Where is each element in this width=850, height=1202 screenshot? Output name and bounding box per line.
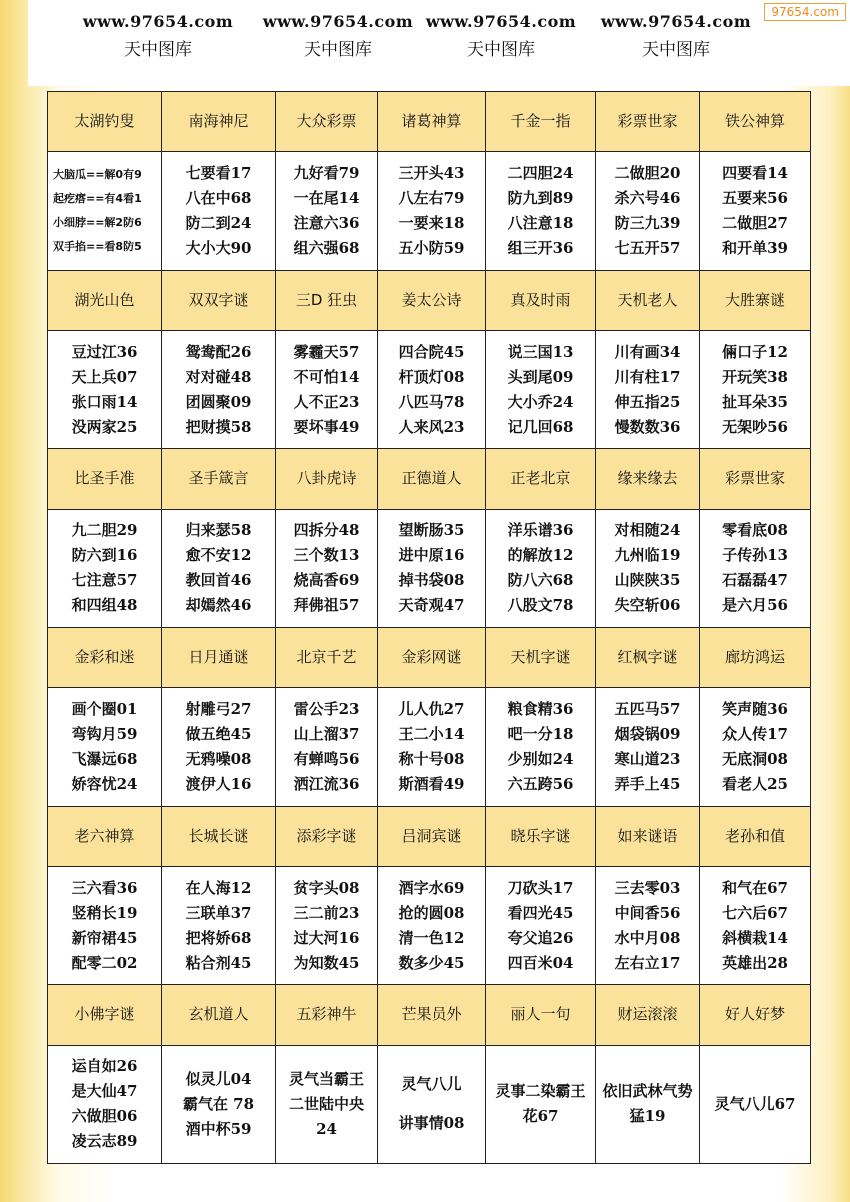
riddle-line: 掉书袋08 (398, 571, 465, 590)
site-url: www.97654.com (600, 12, 752, 31)
riddle-line: 零看底08 (722, 521, 788, 540)
riddle-line: 大脑瓜==解0有9 (53, 167, 142, 181)
site-url: www.97654.com (82, 12, 234, 31)
header-row (48, 92, 811, 152)
riddle-cell (596, 152, 700, 270)
riddle-line: 对对碰48 (185, 367, 252, 386)
riddle-line: 四要看14 (722, 163, 788, 182)
column-header: 真及时雨 (486, 270, 596, 330)
column-header: 晓乐字谜 (486, 806, 596, 866)
riddle-line: 洋乐谱36 (507, 521, 574, 540)
riddle-line: 一在尾14 (293, 188, 360, 207)
riddle-cell (700, 152, 811, 270)
header-row (48, 627, 811, 687)
riddle-line: 防二到24 (185, 213, 252, 232)
riddle-line: 运自如26 (71, 1057, 138, 1076)
riddle-line: 九好看79 (293, 163, 360, 182)
riddle-line: 杀六号46 (614, 188, 681, 207)
column-header: 正德道人 (378, 449, 486, 509)
riddle-cell (276, 330, 378, 448)
riddle-line: 二做胆27 (722, 213, 788, 232)
column-header: 金彩和迷 (48, 627, 162, 687)
riddle-line: 画个圈01 (71, 699, 138, 718)
riddle-cell (162, 509, 276, 627)
header-row (48, 270, 811, 330)
site-block (68, 12, 248, 60)
riddle-line: 弄手上45 (614, 774, 681, 793)
riddle-line: 组三开36 (507, 238, 574, 257)
riddle-line: 灵气八儿67 (714, 1094, 796, 1113)
riddle-line: 五要来56 (722, 188, 788, 207)
riddle-line: 却嫣然46 (185, 596, 252, 615)
riddle-line: 开玩笑38 (722, 367, 788, 386)
column-header: 如来谜语 (596, 806, 700, 866)
riddle-cell (378, 152, 486, 270)
riddle-line: 把将娇68 (185, 928, 252, 947)
riddle-cell (596, 688, 700, 806)
column-header: 长城长谜 (162, 806, 276, 866)
riddle-line: 有蝉鸣56 (293, 749, 360, 768)
riddle-line: 要坏事49 (293, 417, 360, 436)
riddle-line: 扯耳朵35 (722, 392, 788, 411)
riddle-line: 防八六68 (507, 571, 574, 590)
riddle-line: 洒江流36 (293, 774, 360, 793)
column-header: 圣手箴言 (162, 449, 276, 509)
riddle-line: 石磊磊47 (722, 571, 788, 590)
header-row (48, 806, 811, 866)
riddle-cell (48, 152, 162, 270)
riddle-cell (48, 509, 162, 627)
riddle-cell (276, 866, 378, 984)
riddle-line: 没两家25 (71, 417, 138, 436)
column-header: 彩票世家 (596, 92, 700, 152)
riddle-line: 二四胆24 (507, 163, 574, 182)
riddle-line: 在人海12 (185, 878, 252, 897)
riddle-cell (486, 688, 596, 806)
riddle-cell (378, 866, 486, 984)
riddle-line: 张口雨14 (71, 392, 138, 411)
riddle-line: 和四组48 (71, 596, 138, 615)
riddle-line: 为知数45 (293, 953, 360, 972)
column-header: 老孙和值 (700, 806, 811, 866)
data-row (48, 330, 811, 448)
riddle-line: 无架吵56 (722, 417, 788, 436)
site-block (586, 12, 766, 60)
riddle-line: 依旧武林气势 (602, 1082, 693, 1101)
riddle-line: 头到尾09 (507, 367, 574, 386)
riddle-line: 王二小14 (398, 724, 465, 743)
riddle-line: 六五跨56 (507, 774, 574, 793)
riddle-cell (276, 1045, 378, 1164)
riddle-line: 三二前23 (293, 903, 360, 922)
riddle-cell (378, 688, 486, 806)
riddle-line: 起疙瘩==有4看1 (53, 191, 142, 205)
site-url: www.97654.com (425, 12, 577, 31)
riddle-cell (596, 866, 700, 984)
riddle-cell (700, 509, 811, 627)
riddle-cell (700, 866, 811, 984)
riddle-cell (486, 1045, 596, 1164)
column-header: 大胜寨谜 (700, 270, 811, 330)
riddle-cell (48, 1045, 162, 1164)
riddle-line: 九二胆29 (71, 521, 138, 540)
riddle-line: 寒山道23 (614, 749, 681, 768)
riddle-cell (48, 866, 162, 984)
riddle-line: 川有画34 (614, 342, 681, 361)
riddle-line: 似灵儿04 (185, 1069, 252, 1088)
riddle-line: 花67 (522, 1107, 559, 1126)
riddle-line: 六做胆06 (71, 1107, 138, 1126)
riddle-line: 八股文78 (507, 596, 574, 615)
riddle-cell (596, 330, 700, 448)
riddle-line: 灵事二染霸王 (495, 1082, 586, 1101)
riddle-line: 射雕弓27 (185, 699, 252, 718)
riddle-cell (700, 1045, 811, 1164)
riddle-line: 左右立17 (614, 953, 681, 972)
riddle-cell (700, 330, 811, 448)
riddle-line: 烟袋锅09 (614, 724, 681, 743)
riddle-cell (596, 1045, 700, 1164)
column-header: 缘来缘去 (596, 449, 700, 509)
site-name: 天中图库 (467, 40, 535, 60)
column-header: 玄机道人 (162, 985, 276, 1045)
riddle-line: 大小乔24 (507, 392, 574, 411)
riddle-line: 人不正23 (293, 392, 360, 411)
riddle-table (47, 91, 811, 1164)
column-header: 日月通谜 (162, 627, 276, 687)
riddle-line: 注意六36 (293, 213, 360, 232)
riddle-line: 和气在67 (722, 878, 788, 897)
column-header: 天机字谜 (486, 627, 596, 687)
riddle-cell (700, 688, 811, 806)
riddle-cell (276, 509, 378, 627)
riddle-line: 天奇观47 (398, 596, 465, 615)
watermark-badge: 97654.com (764, 3, 846, 21)
riddle-line: 豆过江36 (71, 342, 138, 361)
riddle-line: 娇容忧24 (71, 774, 138, 793)
riddle-cell (486, 866, 596, 984)
riddle-line: 八左右79 (398, 188, 465, 207)
riddle-line: 三六看36 (71, 878, 138, 897)
riddle-line: 称十号08 (398, 749, 465, 768)
riddle-line: 配零二02 (71, 953, 138, 972)
riddle-line: 雷公手23 (293, 699, 360, 718)
column-header: 姜太公诗 (378, 270, 486, 330)
riddle-line: 清一色12 (398, 928, 465, 947)
column-header: 南海神尼 (162, 92, 276, 152)
riddle-cell (486, 509, 596, 627)
riddle-cell (162, 330, 276, 448)
data-row (48, 509, 811, 627)
column-header: 丽人一句 (486, 985, 596, 1045)
riddle-line: 夸父追26 (507, 928, 574, 947)
riddle-line: 的解放12 (507, 546, 574, 565)
riddle-line: 霸气在 78 (182, 1094, 255, 1113)
header-row (48, 449, 811, 509)
riddle-line: 对相随24 (614, 521, 681, 540)
column-header: 吕洞宾谜 (378, 806, 486, 866)
riddle-line: 二世陆中央 (288, 1094, 364, 1113)
riddle-cell (276, 688, 378, 806)
riddle-cell (378, 1045, 486, 1164)
riddle-cell (276, 152, 378, 270)
riddle-line: 抢的圆08 (398, 903, 465, 922)
riddle-line: 酒字水69 (398, 878, 465, 897)
riddle-line: 三个数13 (293, 546, 360, 565)
riddle-line: 凌云志89 (71, 1132, 138, 1151)
riddle-line: 和开单39 (722, 238, 788, 257)
column-header: 八卦虎诗 (276, 449, 378, 509)
site-name: 天中图库 (642, 40, 710, 60)
riddle-line: 子传孙13 (722, 546, 788, 565)
column-header: 好人好梦 (700, 985, 811, 1045)
riddle-line: 三开头43 (398, 163, 465, 182)
riddle-line: 愈不安12 (185, 546, 252, 565)
riddle-line: 讲事情08 (398, 1114, 465, 1133)
column-header: 正老北京 (486, 449, 596, 509)
riddle-line: 英雄出28 (722, 953, 788, 972)
column-header: 千金一指 (486, 92, 596, 152)
riddle-line: 七六后67 (722, 903, 788, 922)
column-header: 湖光山色 (48, 270, 162, 330)
riddle-line: 是六月56 (722, 596, 788, 615)
riddle-line: 一要来18 (398, 213, 465, 232)
riddle-line (378, 1097, 485, 1111)
riddle-line: 飞瀑远68 (71, 749, 138, 768)
riddle-cell (162, 152, 276, 270)
riddle-line: 众人传17 (722, 724, 788, 743)
data-row (48, 1045, 811, 1164)
riddle-line: 弯钩月59 (71, 724, 138, 743)
riddle-line: 雾霾天57 (293, 342, 360, 361)
column-header: 廊坊鸿运 (700, 627, 811, 687)
riddle-line: 八注意18 (507, 213, 574, 232)
column-header: 彩票世家 (700, 449, 811, 509)
column-header: 北京千艺 (276, 627, 378, 687)
riddle-cell (486, 330, 596, 448)
riddle-cell (48, 688, 162, 806)
column-header: 芒果员外 (378, 985, 486, 1045)
riddle-line: 灵气八儿 (401, 1075, 462, 1094)
riddle-line: 鸳鸯配26 (185, 342, 252, 361)
riddle-line: 四拆分48 (293, 521, 360, 540)
riddle-line: 是大仙47 (71, 1082, 138, 1101)
riddle-line: 七要看17 (185, 163, 252, 182)
site-header (28, 0, 850, 86)
riddle-line: 无底洞08 (722, 749, 788, 768)
riddle-line: 望断肠35 (398, 521, 465, 540)
site-block (411, 12, 591, 60)
column-header: 铁公神算 (700, 92, 811, 152)
riddle-line: 水中月08 (614, 928, 681, 947)
column-header: 五彩神牛 (276, 985, 378, 1045)
site-url: www.97654.com (262, 12, 414, 31)
riddle-line: 四百米04 (507, 953, 574, 972)
riddle-line: 川有柱17 (614, 367, 681, 386)
riddle-line: 烧高香69 (293, 571, 360, 590)
riddle-line: 少别如24 (507, 749, 574, 768)
column-header: 添彩字谜 (276, 806, 378, 866)
riddle-line: 防九到89 (507, 188, 574, 207)
riddle-line: 七注意57 (71, 571, 138, 590)
riddle-line: 贫字头08 (293, 878, 360, 897)
header-row (48, 985, 811, 1045)
riddle-line: 组六强68 (293, 238, 360, 257)
data-row (48, 152, 811, 270)
riddle-line: 拜佛祖57 (293, 596, 360, 615)
riddle-line: 不可怕14 (293, 367, 360, 386)
riddle-cell (378, 330, 486, 448)
riddle-line: 猛19 (629, 1107, 666, 1126)
riddle-cell (162, 866, 276, 984)
riddle-line: 粮食精36 (507, 699, 574, 718)
riddle-cell (162, 1045, 276, 1164)
column-header: 大众彩票 (276, 92, 378, 152)
column-header: 天机老人 (596, 270, 700, 330)
column-header: 三D 狂虫 (276, 270, 378, 330)
riddle-line: 中间香56 (614, 903, 681, 922)
riddle-line: 笑声随36 (722, 699, 788, 718)
riddle-line: 灵气当霸王 (288, 1069, 364, 1088)
data-row (48, 688, 811, 806)
column-header: 金彩网谜 (378, 627, 486, 687)
riddle-line: 慢数数36 (614, 417, 681, 436)
riddle-line: 归来瑟58 (185, 521, 252, 540)
riddle-cell (162, 688, 276, 806)
riddle-line: 数多少45 (398, 953, 465, 972)
column-header: 诸葛神算 (378, 92, 486, 152)
riddle-line: 五小防59 (398, 238, 465, 257)
riddle-line: 进中原16 (398, 546, 465, 565)
riddle-line: 天上兵07 (71, 367, 138, 386)
riddle-line: 把财摸58 (185, 417, 252, 436)
riddle-line: 看四光45 (507, 903, 574, 922)
riddle-line: 酒中杯59 (185, 1119, 252, 1138)
riddle-line: 看老人25 (722, 774, 788, 793)
riddle-line: 山陕陕35 (614, 571, 681, 590)
riddle-line: 竖稍长19 (71, 903, 138, 922)
riddle-line: 三去零03 (614, 878, 681, 897)
data-row (48, 866, 811, 984)
riddle-line: 粘合剂45 (185, 953, 252, 972)
riddle-line: 失空斩06 (614, 596, 681, 615)
riddle-line: 大小大90 (185, 238, 252, 257)
site-name: 天中图库 (304, 40, 372, 60)
riddle-line: 儿人仇27 (398, 699, 465, 718)
riddle-line: 二做胆20 (614, 163, 681, 182)
riddle-line: 人来风23 (398, 417, 465, 436)
column-header: 双双字谜 (162, 270, 276, 330)
riddle-line: 倆口子12 (722, 342, 788, 361)
riddle-line: 斯酒看49 (398, 774, 465, 793)
riddle-line: 九州临19 (614, 546, 681, 565)
riddle-line: 七五开57 (614, 238, 681, 257)
riddle-line: 小细脖==解2防6 (53, 215, 142, 229)
riddle-line: 斜横栽14 (722, 928, 788, 947)
riddle-line: 防六到16 (71, 546, 138, 565)
column-header: 老六神算 (48, 806, 162, 866)
riddle-line: 四合院45 (398, 342, 465, 361)
riddle-line: 做五绝45 (185, 724, 252, 743)
riddle-line: 渡伊人16 (185, 774, 252, 793)
riddle-line: 山上溜37 (293, 724, 360, 743)
column-header: 太湖钓叟 (48, 92, 162, 152)
riddle-line: 24 (316, 1119, 337, 1138)
riddle-line: 教回首46 (185, 571, 252, 590)
riddle-cell (486, 152, 596, 270)
riddle-line: 八在中68 (185, 188, 252, 207)
riddle-line: 五匹马57 (614, 699, 681, 718)
riddle-cell (378, 509, 486, 627)
riddle-line: 三联单37 (185, 903, 252, 922)
riddle-line: 吧一分18 (507, 724, 574, 743)
riddle-line: 八匹马78 (398, 392, 465, 411)
riddle-line: 记几回68 (507, 417, 574, 436)
riddle-line: 双手掐==看8防5 (53, 239, 142, 253)
riddle-cell (596, 509, 700, 627)
riddle-line: 说三国13 (507, 342, 574, 361)
column-header: 红枫字谜 (596, 627, 700, 687)
site-name: 天中图库 (124, 40, 192, 60)
riddle-line: 过大河16 (293, 928, 360, 947)
riddle-line: 新帘裙45 (71, 928, 138, 947)
column-header: 比圣手准 (48, 449, 162, 509)
riddle-line: 防三九39 (614, 213, 681, 232)
riddle-line: 伸五指25 (614, 392, 681, 411)
site-block (248, 12, 428, 60)
riddle-line: 刀砍头17 (507, 878, 574, 897)
riddle-line: 无鸦噪08 (185, 749, 252, 768)
riddle-line: 团圆聚09 (185, 392, 252, 411)
column-header: 财运滚滚 (596, 985, 700, 1045)
column-header: 小佛字谜 (48, 985, 162, 1045)
riddle-line: 杆顶灯08 (398, 367, 465, 386)
riddle-cell (48, 330, 162, 448)
